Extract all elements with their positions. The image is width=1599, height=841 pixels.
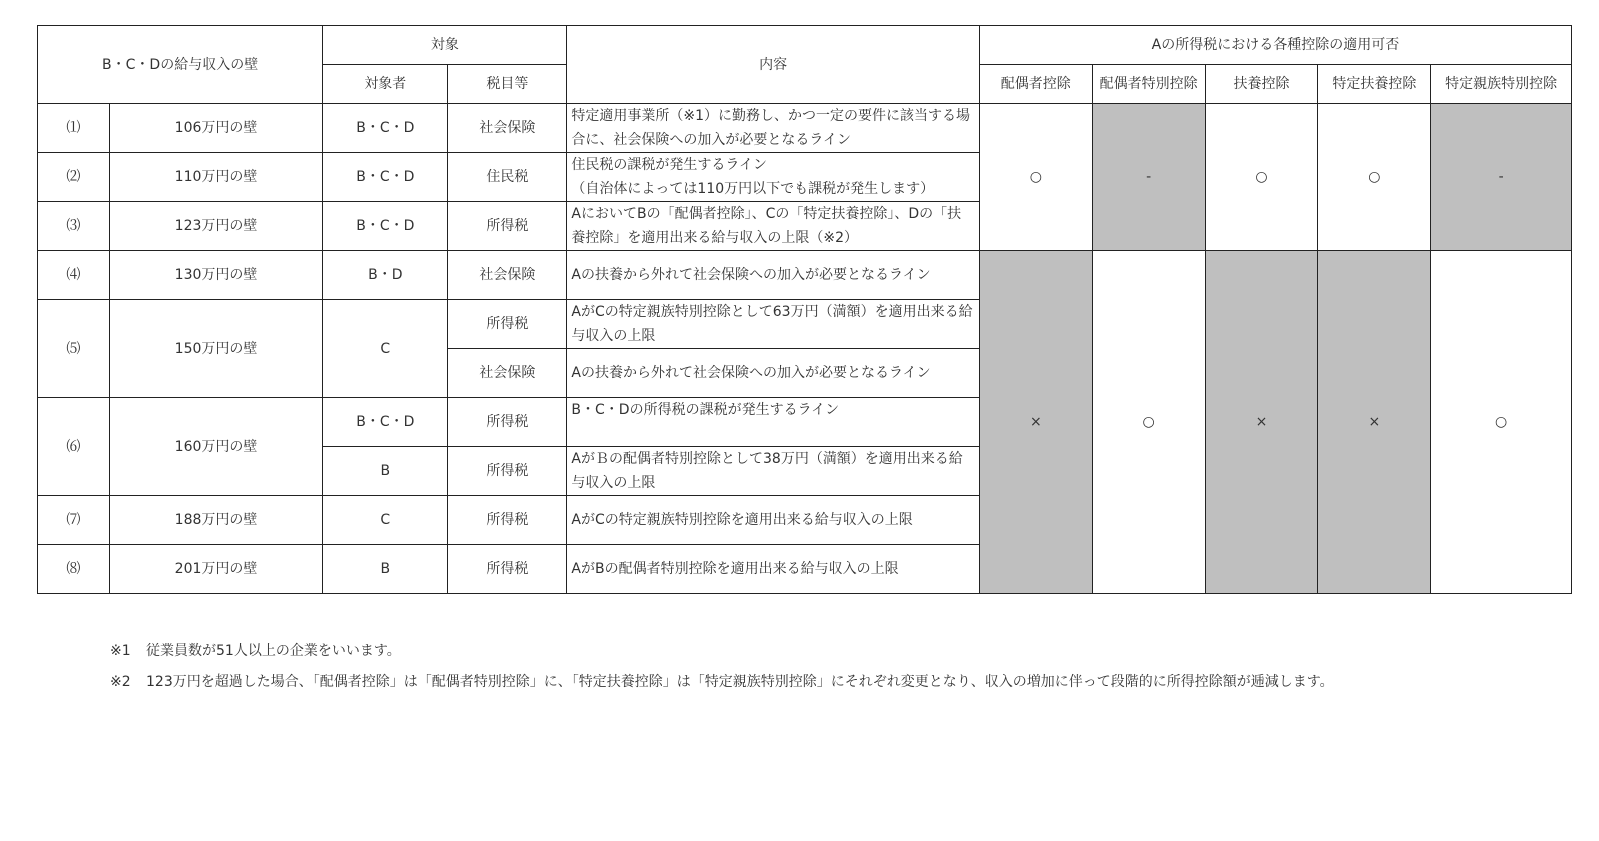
header-spouse-special-deduction: 配偶者特別控除 — [1092, 65, 1205, 104]
applicability-cell: ○ — [1318, 104, 1431, 251]
row-content — [567, 153, 979, 202]
row-target: B — [323, 545, 448, 594]
header-tax-item: 税目等 — [448, 65, 567, 104]
row-wall: 150万円の壁 — [109, 300, 322, 398]
row-tax: 所得税 — [448, 545, 567, 594]
row-tax: 社会保険 — [448, 251, 567, 300]
applicability-cell: × — [1318, 251, 1431, 594]
header-spouse-deduction: 配偶者控除 — [979, 65, 1092, 104]
row-tax: 所得税 — [448, 447, 567, 496]
header-specific-relative-special-deduction: 特定親族特別控除 — [1431, 65, 1572, 104]
footnote-text: 123万円を超過した場合、「配偶者控除」は「配偶者特別控除」に、「特定扶養控除」は「特定親族特別控除」にそれぞれ変更となり、収入の増加に伴って段階的に所得控除額が逓減します。 — [146, 674, 1334, 690]
row-target: B・C・D — [323, 104, 448, 153]
header-content: 内容 — [567, 26, 979, 104]
row-number: ⑶ — [38, 202, 110, 251]
row-tax: 所得税 — [448, 202, 567, 251]
row-tax: 所得税 — [448, 300, 567, 349]
row-content-line: （自治体によっては110万円以下でも課税が発生します） — [571, 181, 935, 197]
row-number: ⑺ — [38, 496, 110, 545]
row-content: AがBの配偶者特別控除を適用出来る給与収入の上限 — [567, 545, 979, 594]
row-target: B・C・D — [323, 202, 448, 251]
row-wall: 106万円の壁 — [109, 104, 322, 153]
row-tax: 所得税 — [448, 398, 567, 447]
row-tax: 所得税 — [448, 496, 567, 545]
footnote-mark: ※1 — [110, 643, 131, 659]
row-content: AがCの特定親族特別控除として63万円（満額）を適用出来る給与収入の上限 — [567, 300, 979, 349]
applicability-cell: × — [1205, 251, 1318, 594]
row-number: ⑻ — [38, 545, 110, 594]
header-deduction-group: Aの所得税における各種控除の適用可否 — [979, 26, 1571, 65]
header-target-group: 対象 — [323, 26, 567, 65]
row-content: AがＢの配偶者特別控除として38万円（満額）を適用出来る給与収入の上限 — [567, 447, 979, 496]
applicability-cell: - — [1092, 104, 1205, 251]
row-target: B・D — [323, 251, 448, 300]
row-tax: 社会保険 — [448, 104, 567, 153]
row-wall: 201万円の壁 — [109, 545, 322, 594]
row-number: ⑴ — [38, 104, 110, 153]
row-content: AにおいてBの「配偶者控除」、Cの「特定扶養控除」、Dの「扶養控除」を適用出来る給与収入の上限（※2） — [567, 202, 979, 251]
row-number: ⑸ — [38, 300, 110, 398]
row-content: Aの扶養から外れて社会保険への加入が必要となるライン — [567, 349, 979, 398]
row-target: B・C・D — [323, 153, 448, 202]
header-dependent-deduction: 扶養控除 — [1205, 65, 1318, 104]
row-target: B — [323, 447, 448, 496]
row-content: B・C・Dの所得税の課税が発生するライン — [567, 398, 979, 447]
header-target-person: 対象者 — [323, 65, 448, 104]
row-number: ⑹ — [38, 398, 110, 496]
row-content: AがCの特定親族特別控除を適用出来る給与収入の上限 — [567, 496, 979, 545]
row-tax: 住民税 — [448, 153, 567, 202]
row-number: ⑵ — [38, 153, 110, 202]
footnotes — [110, 640, 1334, 702]
table-row — [38, 104, 1572, 153]
footnote-2 — [110, 671, 1334, 702]
applicability-cell: × — [979, 251, 1092, 594]
table-row — [38, 251, 1572, 300]
row-target: C — [323, 496, 448, 545]
row-content: 特定適用事業所（※1）に勤務し、かつ一定の要件に該当する場合に、社会保険への加入が必要となるライン — [567, 104, 979, 153]
row-wall: 123万円の壁 — [109, 202, 322, 251]
footnote-mark: ※2 — [110, 674, 131, 690]
row-target: B・C・D — [323, 398, 448, 447]
row-wall: 110万円の壁 — [109, 153, 322, 202]
row-content-line: 住民税の課税が発生するライン — [571, 157, 768, 173]
applicability-cell: ○ — [1205, 104, 1318, 251]
row-wall: 130万円の壁 — [109, 251, 322, 300]
footnote-text: 従業員数が51人以上の企業をいいます。 — [146, 643, 401, 659]
applicability-cell: ○ — [1092, 251, 1205, 594]
header-wall: B・C・Dの給与収入の壁 — [38, 26, 323, 104]
applicability-cell: - — [1431, 104, 1572, 251]
row-number: ⑷ — [38, 251, 110, 300]
applicability-cell: ○ — [1431, 251, 1572, 594]
row-content: Aの扶養から外れて社会保険への加入が必要となるライン — [567, 251, 979, 300]
applicability-cell: ○ — [979, 104, 1092, 251]
income-wall-table — [37, 25, 1572, 594]
header-specific-dependent-deduction: 特定扶養控除 — [1318, 65, 1431, 104]
row-target: C — [323, 300, 448, 398]
row-wall: 188万円の壁 — [109, 496, 322, 545]
row-wall: 160万円の壁 — [109, 398, 322, 496]
footnote-1 — [110, 640, 1334, 671]
row-tax: 社会保険 — [448, 349, 567, 398]
